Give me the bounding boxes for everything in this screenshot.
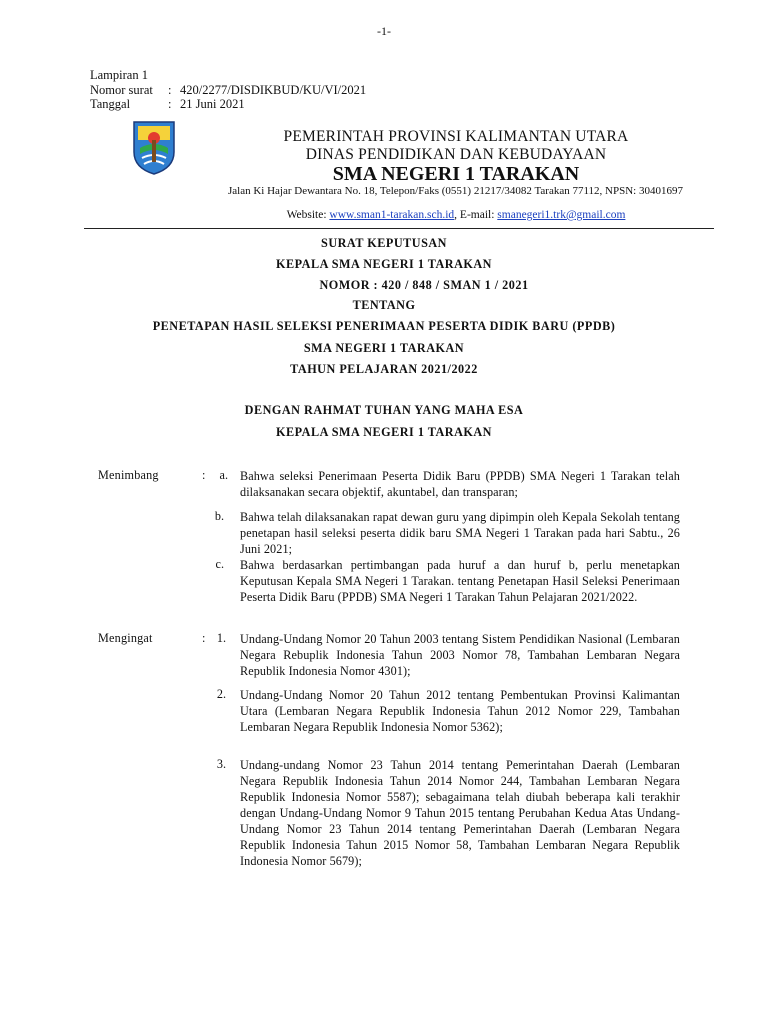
title-tentang: TENTANG: [352, 298, 416, 312]
mengingat-item-3: Undang-undang Nomor 23 Tahun 2014 tentang Pemerintahan Daerah (Lembaran Negara Republik Indonesia Tahun 2014 Nomor 244, Tambahan Lembaran Negara Republik Indonesia Nomor 5587); sebagaimana telah diubah beberapa kali terakhir dengan Undang-Undang Nomor 9 Tahun 2015 tentang Perubahan Kedua Atas Undang-Undang Nomor 23 Tahun 2014 tentang Pemerintahan Daerah (Lembaran Negara Republik Indonesia Tahun 2015 Nomor 58, Tambahan Lembaran Negara Republik Indonesia Nomor 5679);: [240, 758, 680, 868]
nomor-surat-value: 420/2277/DISDIKBUD/KU/VI/2021: [180, 83, 367, 97]
menimbang-marker-b: b.: [214, 509, 224, 523]
letterhead-divider: [84, 228, 714, 229]
mengingat-item-2: Undang-Undang Nomor 20 Tahun 2012 tentang Pembentukan Provinsi Kalimantan Utara (Lembaran Negara Republik Indonesia Tahun 2012 Nomor 229, Tambahan Lembaran Negara Republik Indonesia Nomor 5362);: [240, 688, 680, 734]
letterhead-line2: DINAS PENDIDIKAN DAN KEBUDAYAAN: [305, 146, 607, 163]
title-kepala-2: KEPALA SMA NEGERI 1 TARAKAN: [276, 425, 492, 439]
menimbang-label: Menimbang: [98, 468, 159, 482]
page-number: -1-: [377, 24, 391, 38]
school-name: SMA NEGERI 1 TARAKAN: [332, 163, 580, 185]
tanggal-colon: :: [168, 97, 172, 111]
email-label: , E-mail:: [454, 209, 495, 221]
mengingat-item-1: Undang-Undang Nomor 20 Tahun 2003 tentang Sistem Pendidikan Nasional (Lembaran Negara Rebuplik Indonesia Tahun 2003 Nomor 78, Tambahan Lembaran Negara Republik Indonesia Nomor 4301);: [240, 632, 680, 678]
tanggal-label: Tanggal: [90, 97, 131, 111]
mengingat-marker-1: 1.: [216, 631, 226, 645]
school-address: Jalan Ki Hajar Dewantara No. 18, Telepon/Faks (0551) 21217/34082 Tarakan 77112, NPSN: 30401697: [228, 185, 683, 197]
nomor-surat-label: Nomor surat: [90, 83, 153, 97]
nomor-surat-row: [90, 83, 366, 98]
menimbang-colon: :: [202, 468, 206, 482]
menimbang-item-a: Bahwa seleksi Penerimaan Peserta Didik Baru (PPDB) SMA Negeri 1 Tarakan telah dilaksanakan secara objektif, akuntabel, dan transparan;: [240, 469, 680, 499]
title-tahun: TAHUN PELAJARAN 2021/2022: [290, 362, 478, 376]
tanggal-value: 21 Juni 2021: [180, 97, 245, 111]
menimbang-marker-c: c.: [215, 557, 224, 571]
menimbang-item-b: Bahwa telah dilaksanakan rapat dewan guru yang dipimpin oleh Kepala Sekolah tentang penetapan hasil seleksi peserta didik baru SMA Negeri 1 Tarakan pada hari Sabtu., 26 Juni 2021;: [240, 510, 680, 556]
lampiran-label: Lampiran 1: [90, 68, 148, 82]
nomor-surat-colon: :: [168, 83, 172, 97]
mengingat-marker-3: 3.: [216, 757, 226, 771]
website-link[interactable]: www.sman1-tarakan.sch.id: [329, 209, 455, 221]
title-nomor: NOMOR : 420 / 848 / SMAN 1 / 2021: [319, 278, 529, 292]
title-penetapan: PENETAPAN HASIL SELEKSI PENERIMAAN PESERTA DIDIK BARU (PPDB): [152, 319, 616, 333]
title-rahmat: DENGAN RAHMAT TUHAN YANG MAHA ESA: [244, 403, 524, 417]
website-label: Website:: [286, 209, 327, 221]
title-school: SMA NEGERI 1 TARAKAN: [303, 341, 465, 355]
title-kepala: KEPALA SMA NEGERI 1 TARAKAN: [276, 257, 492, 271]
mengingat-label: Mengingat: [98, 631, 153, 645]
menimbang-item-c: Bahwa berdasarkan pertimbangan pada huruf a dan huruf b, perlu menetapkan Keputusan Kepala SMA Negeri 1 Tarakan. tentang Penetapan Hasil Seleksi Penerimaan Peserta Didik Baru (PPDB) SMA Negeri 1 Tarakan Tahun Pelajaran 2021/2022.: [240, 558, 680, 604]
tanggal-row: [90, 97, 245, 112]
letterhead-line1: PEMERINTAH PROVINSI KALIMANTAN UTARA: [283, 128, 629, 145]
mengingat-colon: :: [202, 631, 206, 645]
title-surat-keputusan: SURAT KEPUTUSAN: [321, 236, 447, 250]
menimbang-marker-a: a.: [219, 468, 228, 482]
provincial-logo: [130, 118, 178, 176]
mengingat-marker-2: 2.: [216, 687, 226, 701]
email-link[interactable]: smanegeri1.trk@gmail.com: [497, 209, 626, 221]
contact-line: [196, 209, 716, 221]
